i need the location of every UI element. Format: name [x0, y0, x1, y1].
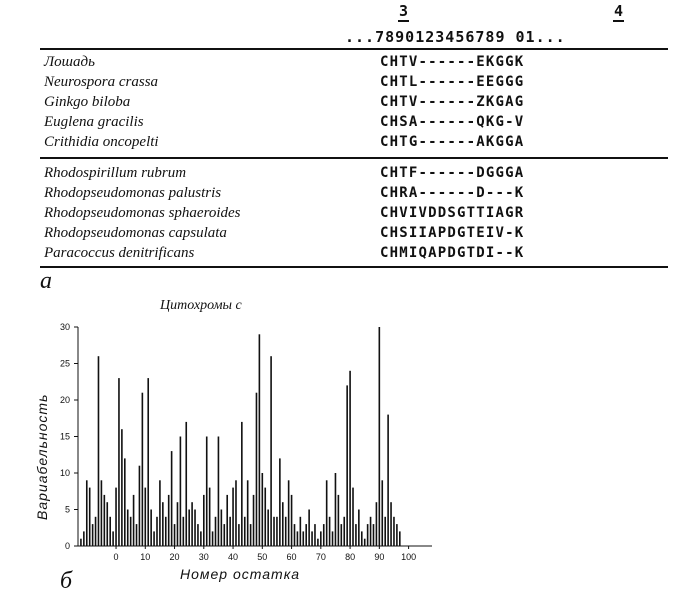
bar: [212, 531, 214, 546]
bar: [361, 531, 363, 546]
bar: [215, 517, 217, 546]
bar: [223, 524, 225, 546]
bar: [121, 429, 123, 546]
bar: [115, 488, 117, 546]
bar: [203, 495, 205, 546]
bar: [162, 502, 164, 546]
bar: [355, 524, 357, 546]
bar: [95, 517, 97, 546]
bar: [302, 531, 304, 546]
bar: [346, 385, 348, 546]
species-name: Rhodopseudomonas capsulata: [44, 225, 227, 241]
bar: [200, 531, 202, 546]
bar: [367, 524, 369, 546]
x-tick-label: 0: [113, 552, 119, 562]
bar: [109, 517, 111, 546]
sequence: CHTG------AKGGA: [380, 134, 525, 150]
bar: [341, 524, 343, 546]
bar: [332, 531, 334, 546]
bar: [276, 517, 278, 546]
bar: [256, 393, 258, 546]
bar: [370, 517, 372, 546]
sequence: CHSIIAPDGTEIV-K: [380, 225, 525, 241]
bar: [235, 480, 237, 546]
bar: [300, 517, 302, 546]
sequence: CHTL------EEGGG: [380, 74, 525, 90]
bar: [297, 531, 299, 546]
bar: [387, 415, 389, 546]
sequence: CHRA------D---K: [380, 185, 525, 201]
bar: [305, 524, 307, 546]
bottom-rule: [40, 266, 668, 268]
y-tick-label: 25: [59, 358, 70, 369]
bar: [177, 502, 179, 546]
bar: [191, 502, 193, 546]
bar: [250, 524, 252, 546]
variability-chart: [0, 315, 460, 575]
y-tick-label: 30: [59, 322, 70, 332]
bar: [171, 451, 173, 546]
bar: [262, 473, 264, 546]
x-tick-label: 90: [374, 552, 385, 562]
bar: [80, 539, 82, 546]
bar: [133, 495, 135, 546]
bar: [136, 524, 138, 546]
bar: [153, 531, 155, 546]
bar: [112, 531, 114, 546]
bar: [352, 488, 354, 546]
bar: [393, 517, 395, 546]
bar: [124, 458, 126, 546]
bar: [279, 458, 281, 546]
bar: [159, 480, 161, 546]
bar: [326, 480, 328, 546]
bar: [238, 524, 240, 546]
x-tick-label: 10: [140, 552, 151, 562]
sequence: CHTV------EKGGK: [380, 54, 525, 70]
bar: [174, 524, 176, 546]
species-name: Rhodopseudomonas sphaeroides: [44, 205, 241, 221]
bar: [270, 356, 272, 546]
bar: [259, 334, 261, 546]
x-tick-label: 100: [401, 552, 417, 562]
bar: [89, 488, 91, 546]
bar: [127, 510, 129, 547]
bar: [150, 510, 152, 547]
bar: [209, 488, 211, 546]
bar: [185, 422, 187, 546]
bar: [156, 517, 158, 546]
bar: [317, 539, 319, 546]
bar: [291, 495, 293, 546]
bar: [247, 480, 249, 546]
top-rule: [40, 48, 668, 50]
bar: [399, 531, 401, 546]
panel-a-label: а: [40, 268, 52, 294]
species-name: Neurospora crassa: [44, 74, 159, 90]
species-name: Crithidia oncopelti: [44, 134, 159, 150]
bar: [142, 393, 144, 546]
chart-bars: [80, 327, 401, 546]
sequence: CHMIQAPDGTDI--K: [380, 245, 525, 261]
bar: [194, 510, 196, 547]
bar: [180, 437, 182, 547]
bar: [288, 480, 290, 546]
bar: [349, 371, 351, 546]
bar: [267, 510, 269, 547]
x-tick-label: 60: [286, 552, 297, 562]
bar: [376, 502, 378, 546]
x-tick-label: 20: [169, 552, 180, 562]
bar: [396, 524, 398, 546]
y-tick-label: 0: [64, 541, 70, 551]
bar: [364, 539, 366, 546]
position-mark-3-bar: [398, 20, 409, 22]
species-name: Ginkgo biloba: [44, 94, 131, 110]
bar: [311, 531, 313, 546]
x-tick-label: 40: [228, 552, 239, 562]
residue-numbering: ...7890123456789 01...: [345, 28, 566, 46]
bar: [165, 517, 167, 546]
bar: [183, 517, 185, 546]
bar: [373, 524, 375, 546]
sequence: CHVIVDDSGTTIAGR: [380, 205, 525, 221]
bar: [86, 480, 88, 546]
bar: [147, 378, 149, 546]
y-axis-label: Вариабельность: [34, 393, 50, 520]
y-tick-label: 15: [59, 431, 70, 442]
bar: [338, 495, 340, 546]
bar: [226, 495, 228, 546]
bar: [390, 502, 392, 546]
sequence: CHTF------DGGGA: [380, 165, 525, 181]
panel-b-label: б: [60, 568, 73, 594]
bar: [188, 510, 190, 547]
y-tick-label: 20: [59, 395, 70, 405]
bar: [206, 437, 208, 547]
bar: [320, 531, 322, 546]
x-tick-label: 70: [315, 552, 326, 562]
position-mark-4-bar: [613, 20, 624, 22]
bar: [101, 480, 103, 546]
chart-title: Цитохромы с: [160, 298, 242, 313]
bar: [232, 488, 234, 546]
x-tick-label: 50: [257, 552, 268, 562]
bar: [197, 524, 199, 546]
bar: [329, 517, 331, 546]
bar: [381, 480, 383, 546]
bar: [168, 495, 170, 546]
middle-rule: [40, 157, 668, 159]
bar: [358, 510, 360, 547]
bar: [229, 517, 231, 546]
bar: [335, 473, 337, 546]
species-name: Euglena gracilis: [44, 114, 144, 130]
y-tick-label: 5: [64, 504, 70, 515]
position-mark-3: 3: [399, 2, 409, 20]
bar: [323, 524, 325, 546]
sequence: CHTV------ZKGAG: [380, 94, 525, 110]
sequence: CHSA------QKG-V: [380, 114, 525, 130]
bar: [118, 378, 120, 546]
bar: [83, 531, 85, 546]
bar: [294, 524, 296, 546]
bar: [253, 495, 255, 546]
bar: [264, 488, 266, 546]
bar: [98, 356, 100, 546]
bar: [104, 495, 106, 546]
bar: [218, 437, 220, 547]
x-axis-label: Номер остатка: [180, 566, 301, 582]
bar: [379, 327, 381, 546]
species-name: Paracoccus denitrificans: [44, 245, 195, 261]
bar: [343, 517, 345, 546]
bar: [130, 517, 132, 546]
y-tick-label: 10: [59, 468, 70, 478]
x-tick-label: 30: [198, 552, 209, 562]
bar: [92, 524, 94, 546]
bar: [314, 524, 316, 546]
bar: [241, 422, 243, 546]
species-name: Лошадь: [44, 54, 95, 70]
bar: [144, 488, 146, 546]
bar: [221, 510, 223, 547]
bar: [308, 510, 310, 547]
bar: [273, 517, 275, 546]
bar: [139, 466, 141, 546]
bar: [106, 502, 108, 546]
position-mark-4: 4: [614, 2, 624, 20]
bar: [384, 517, 386, 546]
species-name: Rhodospirillum rubrum: [44, 165, 187, 181]
species-name: Rhodopseudomonas palustris: [44, 185, 222, 201]
bar: [244, 517, 246, 546]
x-tick-label: 80: [345, 552, 356, 562]
bar: [282, 502, 284, 546]
bar: [285, 517, 287, 546]
